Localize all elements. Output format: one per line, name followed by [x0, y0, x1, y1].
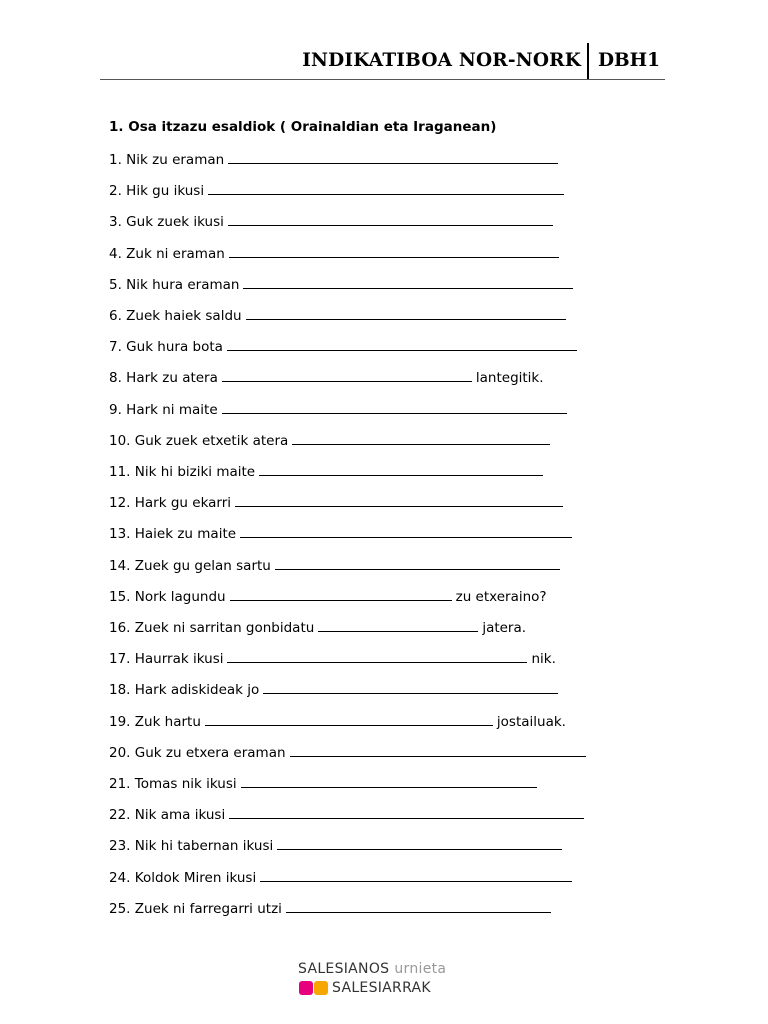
- exercise-prompt: 21. Tomas nik ikusi: [109, 776, 237, 792]
- exercise-instruction: 1. Osa itzazu esaldiok ( Orainaldian eta Iraganean): [109, 119, 497, 135]
- exercise-item: [109, 742, 590, 762]
- exercise-item: [109, 648, 556, 668]
- answer-blank[interactable]: [286, 898, 551, 913]
- exercise-prompt: 3. Guk zuek ikusi: [109, 214, 224, 231]
- answer-blank[interactable]: [227, 648, 527, 663]
- header-divider: [587, 43, 589, 80]
- exercise-item: [109, 835, 566, 855]
- document-title: INDIKATIBOA NOR-NORK: [302, 50, 581, 71]
- answer-blank[interactable]: [260, 867, 572, 882]
- answer-blank[interactable]: [290, 742, 586, 757]
- header-rule: [100, 79, 665, 80]
- answer-blank[interactable]: [229, 804, 584, 819]
- answer-blank[interactable]: [227, 336, 577, 351]
- exercise-suffix: nik.: [531, 651, 556, 668]
- exercise-suffix: jatera.: [482, 620, 527, 636]
- logo-text-salesiarrak: SALESIARRAK: [332, 980, 431, 996]
- exercise-prompt: 20. Guk zu etxera eraman: [109, 744, 286, 761]
- exercise-item: [109, 867, 576, 887]
- exercise-prompt: 2. Hik gu ikusi: [109, 183, 205, 200]
- logo-orange-square: [314, 981, 328, 995]
- exercise-prompt: 1. Nik zu eraman: [109, 152, 225, 168]
- logo-text-salesianos: SALESIANOS: [298, 961, 390, 977]
- answer-blank[interactable]: [277, 835, 562, 850]
- exercise-suffix: lantegitik.: [475, 370, 544, 387]
- exercise-item: [109, 461, 547, 481]
- exercise-item: [109, 399, 571, 419]
- answer-blank[interactable]: [275, 555, 560, 570]
- exercise-item: [109, 274, 577, 294]
- exercise-prompt: 10. Guk zuek etxetik atera: [109, 432, 289, 449]
- exercise-item: [109, 523, 576, 543]
- exercise-item: [109, 617, 526, 637]
- answer-blank[interactable]: [228, 211, 553, 226]
- exercise-prompt: 13. Haiek zu maite: [109, 526, 237, 543]
- answer-blank[interactable]: [318, 617, 478, 632]
- exercise-item: [109, 679, 562, 699]
- exercise-prompt: 22. Nik ama ikusi: [109, 807, 226, 824]
- answer-blank[interactable]: [222, 367, 472, 382]
- exercise-item: [109, 211, 557, 231]
- page-header: [100, 43, 665, 81]
- exercise-item: [109, 305, 570, 325]
- exercise-prompt: 25. Zuek ni farregarri utzi: [109, 900, 282, 917]
- exercise-suffix: zu etxeraino?: [455, 588, 547, 605]
- exercise-prompt: 8. Hark zu atera: [109, 370, 218, 387]
- exercise-prompt: 14. Zuek gu gelan sartu: [109, 557, 271, 574]
- answer-blank[interactable]: [241, 773, 537, 788]
- exercise-prompt: 11. Nik hi biziki maite: [109, 464, 256, 480]
- answer-blank[interactable]: [292, 430, 550, 445]
- exercise-item: [109, 430, 554, 450]
- exercise-prompt: 9. Hark ni maite: [109, 401, 218, 418]
- answer-blank[interactable]: [205, 711, 493, 726]
- exercise-prompt: 15. Nork lagundu: [109, 588, 226, 605]
- answer-blank[interactable]: [259, 461, 543, 476]
- exercise-prompt: 18. Hark adiskideak jo: [109, 682, 260, 699]
- answer-blank[interactable]: [240, 523, 572, 538]
- answer-blank[interactable]: [228, 149, 558, 164]
- exercise-prompt: 17. Haurrak ikusi: [109, 651, 224, 668]
- answer-blank[interactable]: [235, 492, 563, 507]
- answer-blank[interactable]: [243, 274, 573, 289]
- exercise-prompt: 5. Nik hura eraman: [109, 276, 240, 293]
- exercise-prompt: 19. Zuk hartu: [109, 713, 201, 730]
- exercise-prompt: 7. Guk hura bota: [109, 339, 223, 356]
- exercise-item: [109, 773, 541, 793]
- logo-line-1: [298, 961, 446, 977]
- logo-text-urnieta: urnieta: [394, 961, 447, 977]
- exercise-prompt: 6. Zuek haiek saldu: [109, 308, 242, 324]
- exercise-suffix: jostailuak.: [496, 713, 566, 730]
- answer-blank[interactable]: [222, 399, 567, 414]
- exercise-prompt: 4. Zuk ni eraman: [109, 245, 225, 262]
- exercise-item: [109, 336, 581, 356]
- logo-magenta-square: [299, 981, 313, 995]
- course-code: DBH1: [598, 50, 661, 71]
- answer-blank[interactable]: [263, 679, 558, 694]
- exercise-item: [109, 243, 563, 263]
- exercise-prompt: 24. Koldok Miren ikusi: [109, 869, 257, 886]
- exercise-prompt: 23. Nik hi tabernan ikusi: [109, 838, 274, 855]
- exercise-item: [109, 149, 562, 169]
- exercise-item: [109, 367, 544, 387]
- answer-blank[interactable]: [230, 586, 452, 601]
- exercise-item: [109, 586, 547, 606]
- exercise-item: [109, 555, 564, 575]
- answer-blank[interactable]: [208, 180, 564, 195]
- answer-blank[interactable]: [229, 243, 559, 258]
- exercise-prompt: 12. Hark gu ekarri: [109, 495, 232, 512]
- exercise-item: [109, 898, 555, 918]
- exercise-item: [109, 804, 588, 824]
- salesianos-logo: [298, 961, 447, 1001]
- exercise-prompt: 16. Zuek ni sarritan gonbidatu: [109, 620, 315, 636]
- exercise-item: [109, 711, 566, 731]
- exercise-item: [109, 180, 568, 200]
- exercise-item: [109, 492, 567, 512]
- answer-blank[interactable]: [246, 305, 566, 320]
